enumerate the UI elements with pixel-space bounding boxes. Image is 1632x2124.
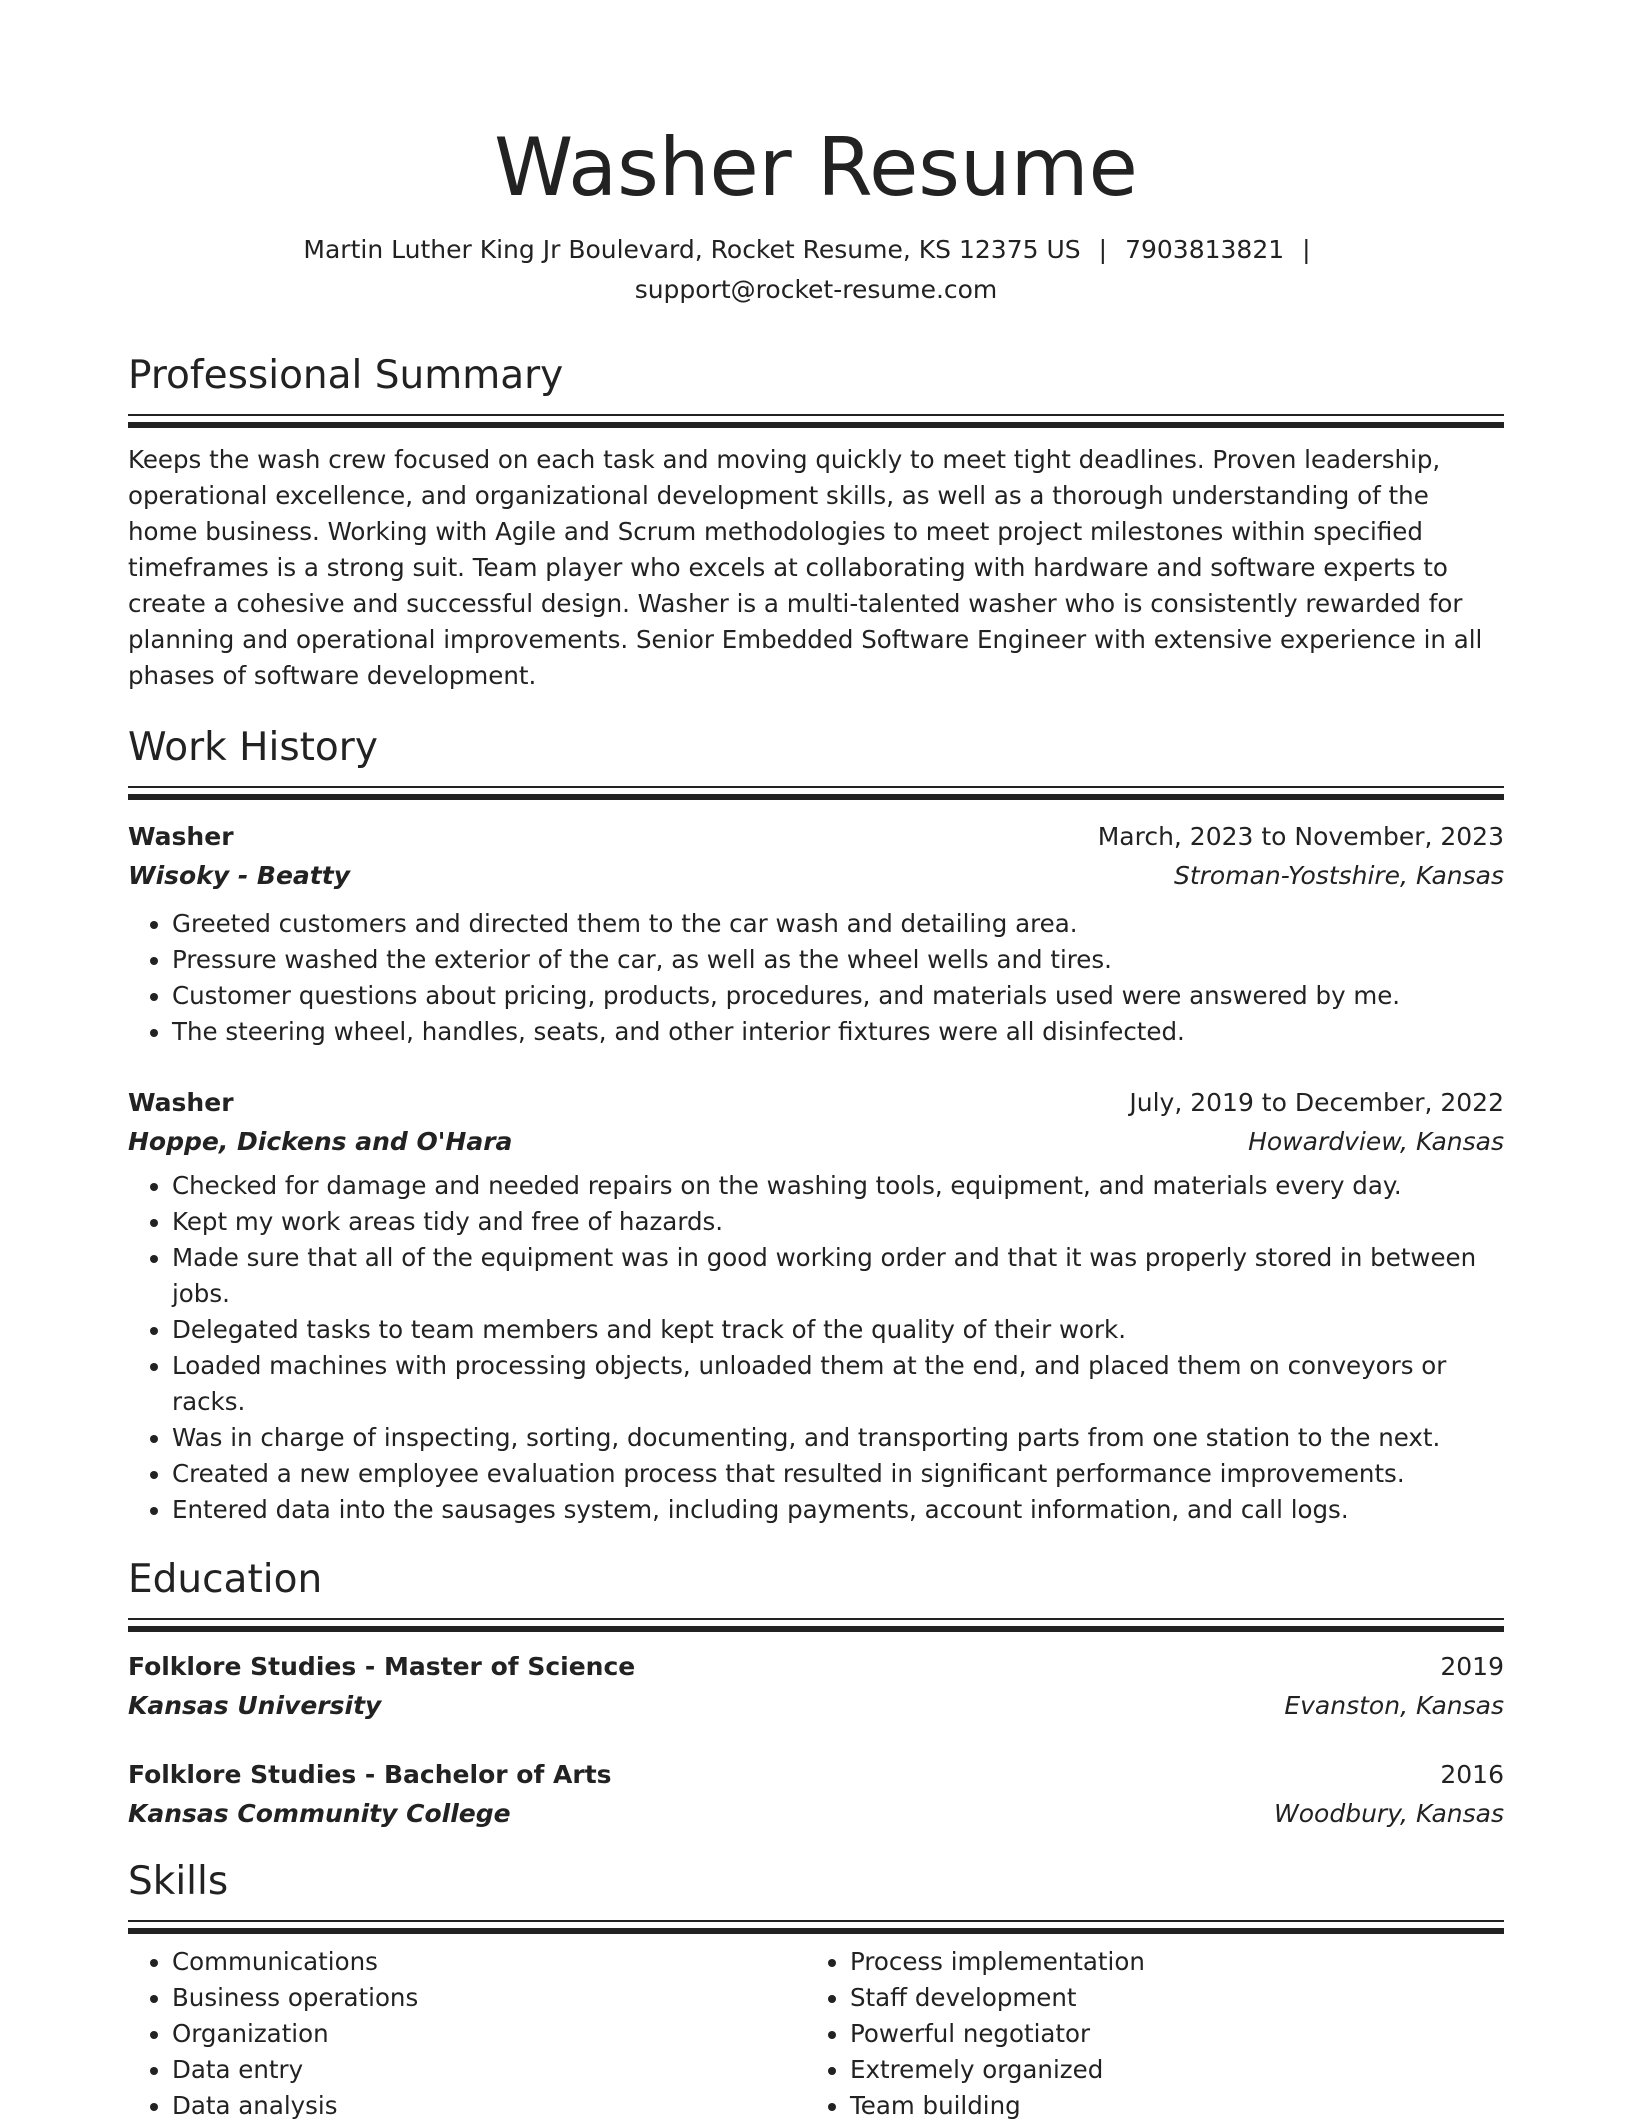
resume-title: Washer Resume (494, 121, 1138, 214)
list-item: • Pressure washed the exterior of the car, as well as the wheel wells and tires. (172, 942, 1504, 978)
list-item: • Entered data into the sausages system, including payments, account information, and call logs. (172, 1492, 1504, 1528)
education-section (128, 1554, 1504, 1834)
list-item: • Greeted customers and directed them to the car wash and detailing area. (172, 906, 1504, 942)
list-item: • Loaded machines with processing objects, unloaded them at the end, and placed them on conveyors or racks. (172, 1348, 1504, 1420)
section-divider (128, 414, 1504, 428)
skills-section (128, 1856, 1504, 2124)
skill-item: • Data analysis (172, 2088, 806, 2124)
job-bullets (128, 906, 1504, 1050)
contact-email: support@rocket-resume.com (634, 275, 998, 304)
list-item: • Kept my work areas tidy and free of hazards. (172, 1204, 1504, 1240)
section-heading: Work History (128, 725, 378, 770)
contact-separator: | (1302, 235, 1311, 264)
summary-section (128, 350, 1504, 694)
contact-address: Martin Luther King Jr Boulevard, Rocket Resume, KS 12375 US (303, 235, 1081, 264)
skill-item: • Communications (172, 1944, 806, 1980)
skill-item: • Powerful negotiator (850, 2016, 1484, 2052)
skills-column-left (128, 1944, 806, 2124)
skill-item: • Extremely organized (850, 2052, 1484, 2088)
school: Kansas University (128, 1691, 382, 1720)
list-item: • The steering wheel, handles, seats, and other interior fixtures were all disinfected. (172, 1014, 1504, 1050)
skill-item: • Business operations (172, 1980, 806, 2016)
job-location: Howardview, Kansas (1248, 1127, 1504, 1156)
list-item: • Customer questions about pricing, products, procedures, and materials used were answered by me. (172, 978, 1504, 1014)
skills-column-right (806, 1944, 1484, 2124)
job-dates: July, 2019 to December, 2022 (1129, 1088, 1504, 1117)
list-item: • Was in charge of inspecting, sorting, documenting, and transporting parts from one station to the next. (172, 1420, 1504, 1456)
section-divider (128, 1618, 1504, 1632)
skills-list (128, 1944, 1504, 2124)
degree: Folklore Studies - Bachelor of Arts (128, 1760, 612, 1789)
job-employer: Hoppe, Dickens and O'Hara (128, 1127, 513, 1156)
school: Kansas Community College (128, 1799, 511, 1828)
section-divider (128, 1920, 1504, 1934)
skill-item: • Organization (172, 2016, 806, 2052)
section-heading: Professional Summary (128, 353, 564, 398)
education-entry (128, 1756, 1504, 1834)
education-entry (128, 1648, 1504, 1726)
job-entry (128, 1084, 1504, 1528)
school-location: Evanston, Kansas (1284, 1691, 1504, 1720)
job-employer: Wisoky - Beatty (128, 861, 350, 890)
section-divider (128, 786, 1504, 800)
list-item: • Checked for damage and needed repairs on the washing tools, equipment, and materials every day. (172, 1168, 1504, 1204)
job-role: Washer (128, 822, 234, 851)
degree: Folklore Studies - Master of Science (128, 1652, 636, 1681)
section-heading: Skills (128, 1859, 229, 1904)
work-section (128, 722, 1504, 1528)
summary-text: Keeps the wash crew focused on each task and moving quickly to meet tight deadlines. Proven leadership, operational excellence, and organizational development skills, as well as a thorough understanding of the home business. Working with Agile and Scrum methodologies to meet project milestones within specified timeframes is a strong suit. Team player who excels at collaborating with hardware and software experts to create a cohesive and successful design. Washer is a multi-talented washer who is consistently rewarded for planning and operational improvements. Senior Embedded Software Engineer with extensive experience in all phases of software development. (128, 445, 1483, 690)
graduation-year: 2016 (1440, 1760, 1504, 1789)
contact-phone: 7903813821 (1125, 235, 1285, 264)
skill-item: • Process implementation (850, 1944, 1484, 1980)
job-role: Washer (128, 1088, 234, 1117)
school-location: Woodbury, Kansas (1274, 1799, 1504, 1828)
graduation-year: 2019 (1440, 1652, 1504, 1681)
job-bullets (128, 1168, 1504, 1528)
list-item: • Delegated tasks to team members and kept track of the quality of their work. (172, 1312, 1504, 1348)
list-item: • Created a new employee evaluation process that resulted in significant performance improvements. (172, 1456, 1504, 1492)
resume-page (128, 118, 1504, 2124)
list-item: • Made sure that all of the equipment was in good working order and that it was properly stored in between jobs. (172, 1240, 1504, 1312)
skill-item: • Data entry (172, 2052, 806, 2088)
contact-separator: | (1098, 235, 1108, 264)
job-dates: March, 2023 to November, 2023 (1097, 822, 1504, 851)
contact-info (128, 230, 1504, 310)
skill-item: • Team building (850, 2088, 1484, 2124)
job-location: Stroman-Yostshire, Kansas (1173, 861, 1504, 890)
job-entry (128, 818, 1504, 1050)
skill-item: • Staff development (850, 1980, 1484, 2016)
section-heading: Education (128, 1557, 323, 1602)
